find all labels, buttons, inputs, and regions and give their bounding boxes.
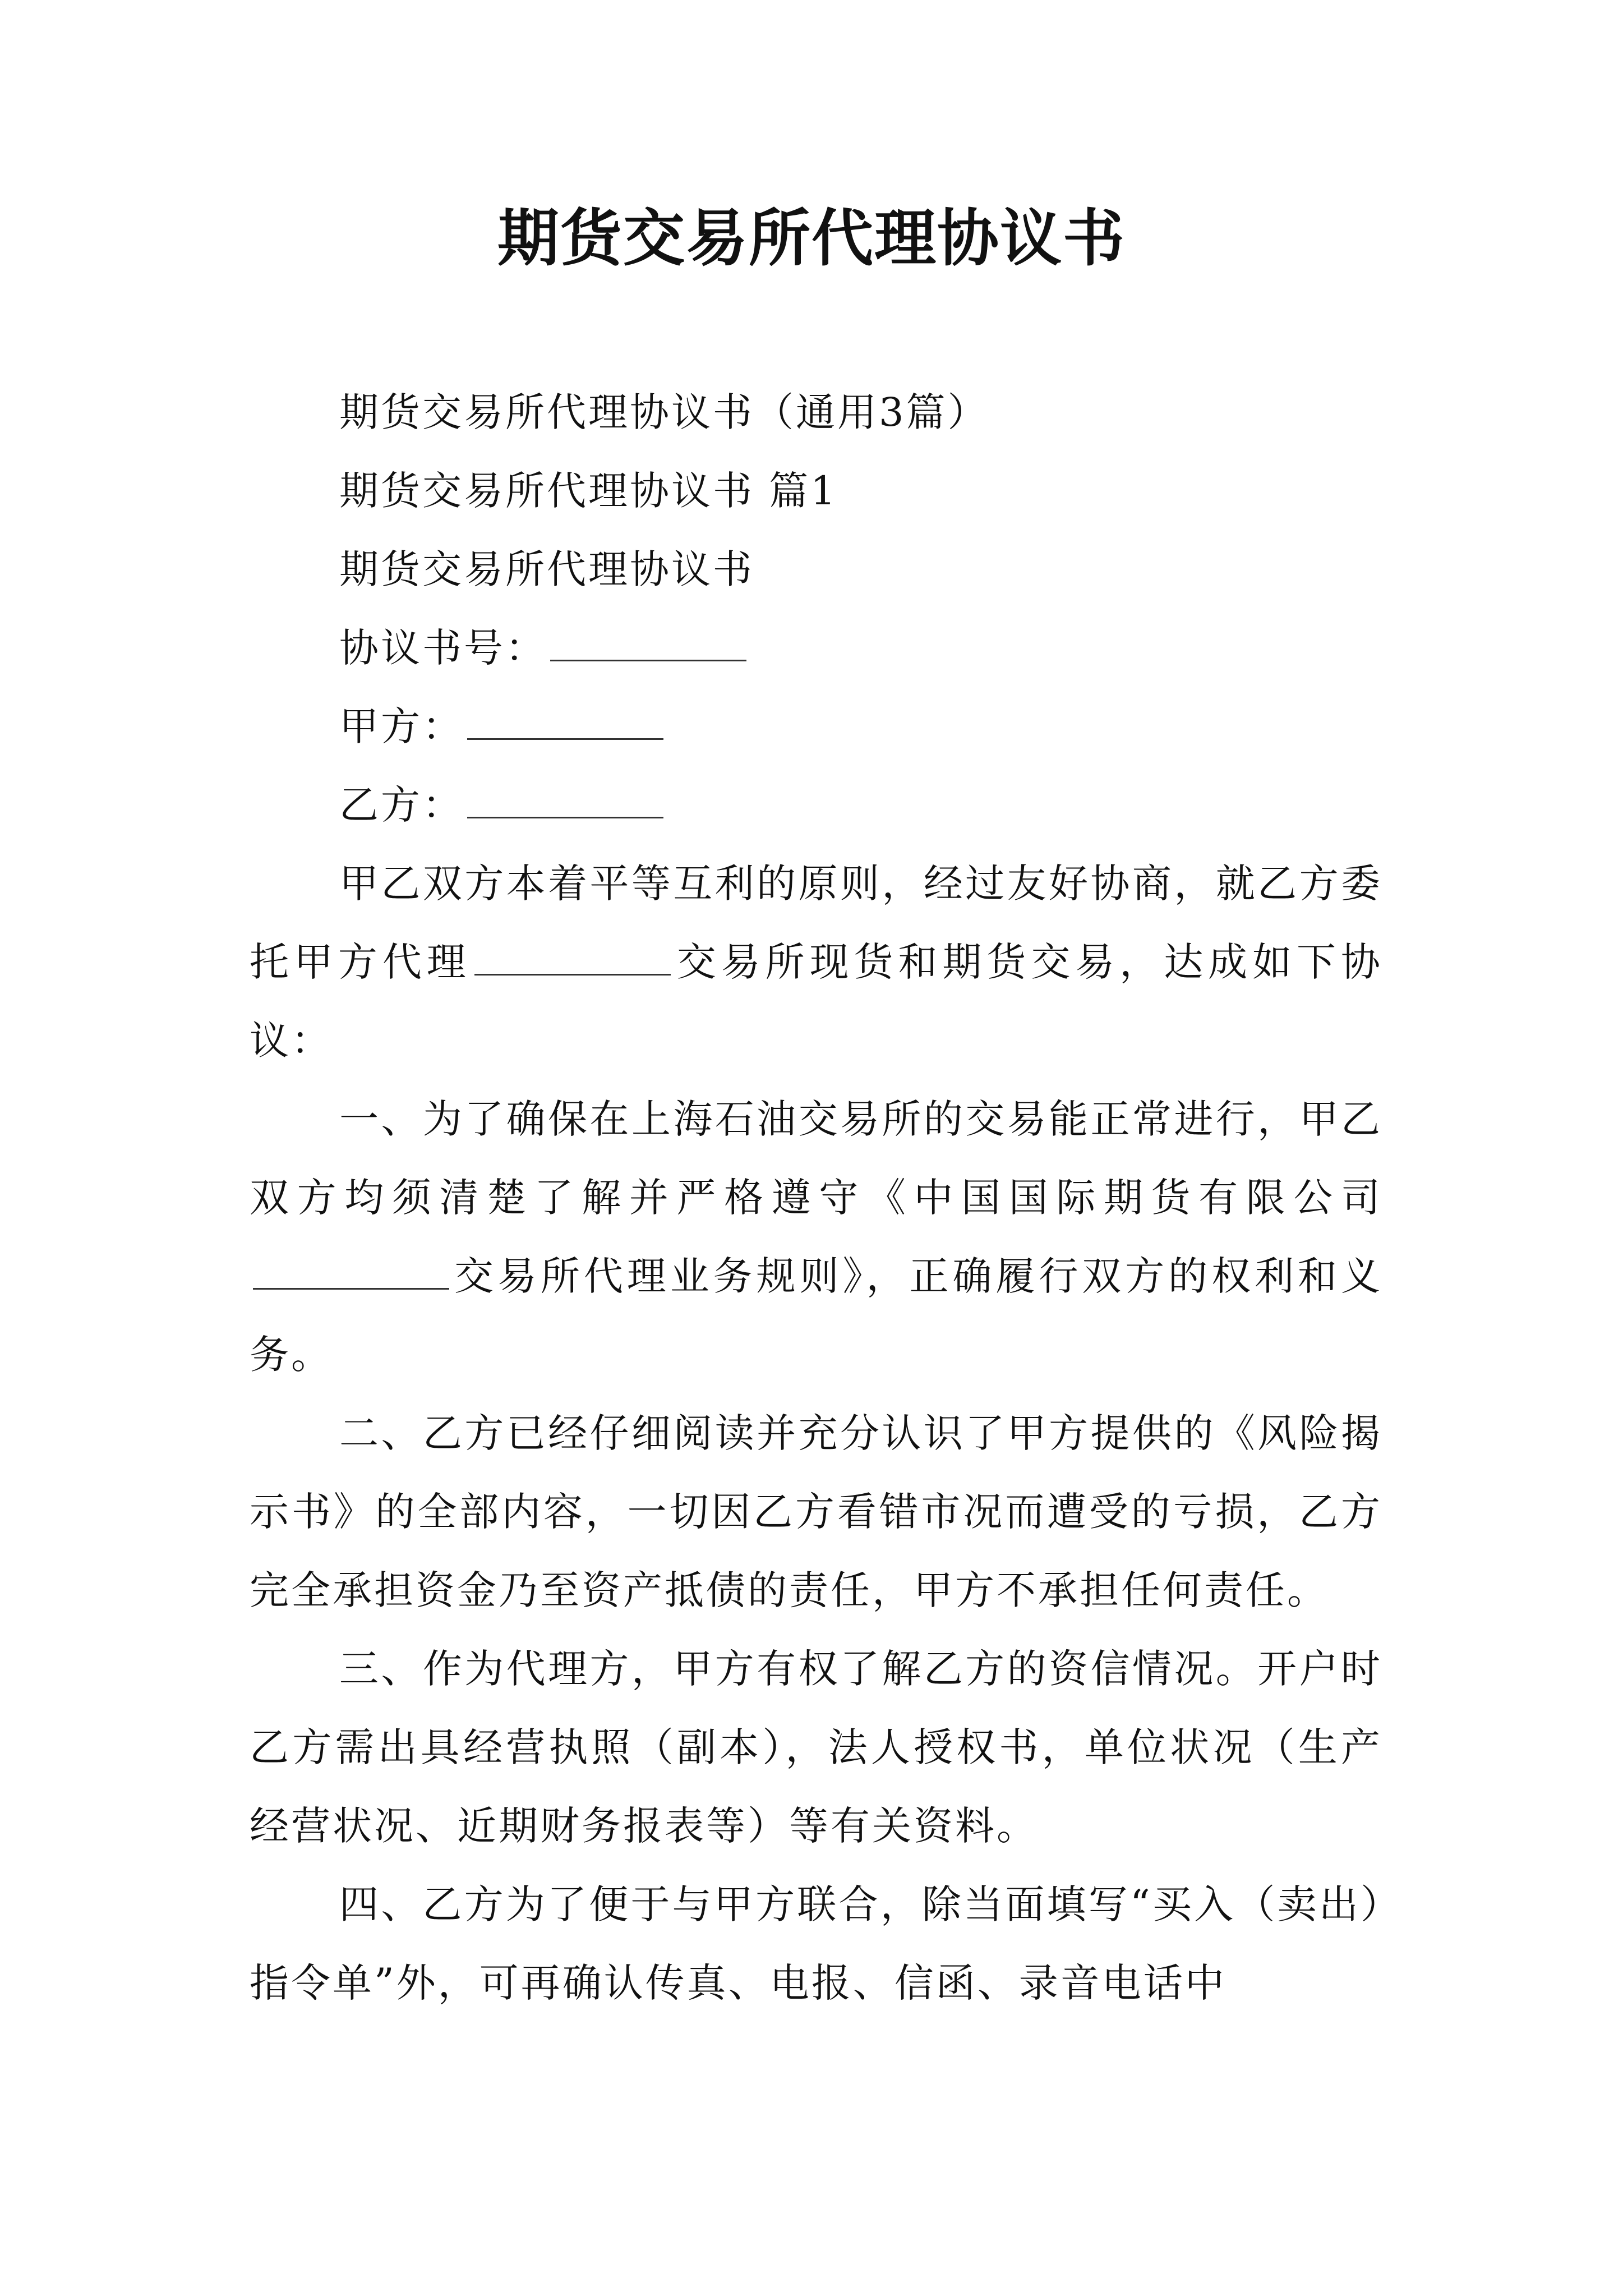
- intro-paragraph: [250, 844, 1382, 1080]
- clause-2-paragraph: 二、乙方已经仔细阅读并充分认识了甲方提供的《风险揭示书》的全部内容，一切因乙方看错市况而遭受的亏损，乙方完全承担资金乃至资产抵债的责任，甲方不承担任何责任。: [250, 1410, 1382, 1613]
- clause-4-paragraph: 四、乙方为了便于与甲方联合，除当面填写“买入（卖出）指令单”外，可再确认传真、电报、信函、录音电话中: [250, 1881, 1382, 2006]
- clause-1-blank: [253, 1254, 449, 1290]
- party-b-label: 乙方：: [339, 782, 464, 828]
- party-a-label: 甲方：: [339, 703, 464, 749]
- agreement-number-line: [250, 609, 1382, 687]
- document-title: 期货交易所代理协议书: [497, 203, 1126, 274]
- party-b-blank: [467, 783, 663, 818]
- party-b-line: [250, 766, 1382, 844]
- intro-blank: [474, 940, 671, 976]
- agreement-number-blank: [550, 626, 746, 661]
- party-a-blank: [467, 705, 663, 740]
- clause-1-paragraph: [250, 1080, 1382, 1394]
- intro-text-2: 交易所现货和期货交易，达成如下协议：: [250, 939, 1383, 1064]
- document-body: [250, 373, 1382, 2022]
- clause-3-paragraph: 三、作为代理方，甲方有权了解乙方的资信情况。开户时乙方需出具经营执照（副本），法人授权书，单位状况（生产经营状况、近期财务报表等）等有关资料。: [250, 1646, 1382, 1849]
- clause-1-text-1: 一、为了确保在上海石油交易所的交易能正常进行，甲乙双方均须清楚了解并严格遵守《中国国际期货有限公司: [250, 1096, 1382, 1221]
- party-a-line: [250, 687, 1382, 766]
- heading-line-2: 期货交易所代理协议书 篇1: [339, 468, 838, 514]
- heading-line-3: 期货交易所代理协议书: [339, 546, 754, 592]
- agreement-number-label: 协议书号：: [339, 625, 547, 671]
- intro-text-1: 甲乙双方本着平等互利的原则，经过友好协商，就乙方委托甲方代理: [250, 861, 1382, 985]
- heading-line-1: 期货交易所代理协议书（通用3篇）: [339, 389, 989, 435]
- clause-1-text-2: 交易所代理业务规则》，正确履行双方的权利和义务。: [250, 1253, 1382, 1378]
